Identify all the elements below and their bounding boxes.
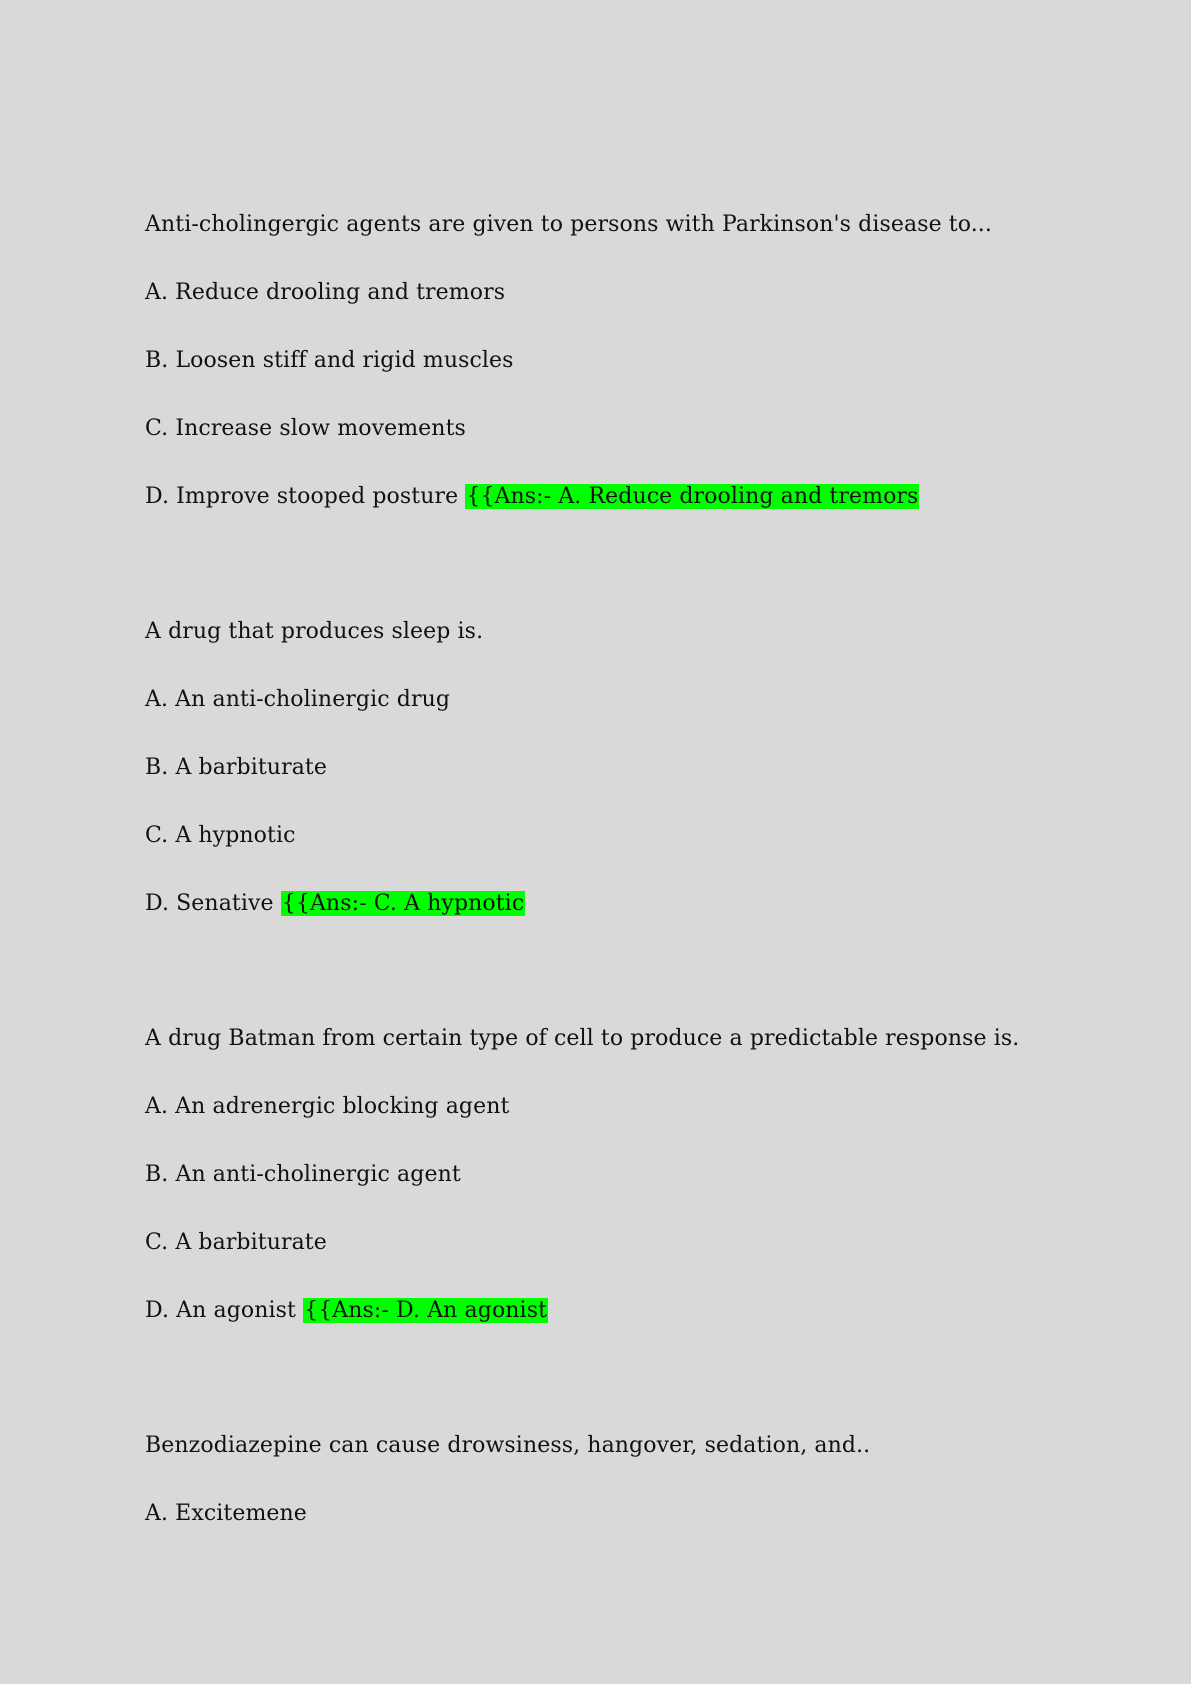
question-1-answer-highlight: {{Ans:- A. Reduce drooling and tremors <box>466 484 919 509</box>
question-1-text: Anti-cholingergic agents are given to persons with Parkinson's disease to... <box>145 212 992 237</box>
question-2-text: A drug that produces sleep is. <box>145 619 484 644</box>
question-2-option-d: D. Senative <box>145 891 274 916</box>
question-3-option-d: D. An agonist <box>145 1298 296 1323</box>
question-3-text: A drug Batman from certain type of cell to produce a predictable response is. <box>145 1026 1020 1051</box>
question-2-option-b: B. A barbiturate <box>145 755 327 780</box>
question-1-option-d-line <box>145 482 919 512</box>
question-2-option-d-line <box>145 889 525 919</box>
question-3-option-a: A. An adrenergic blocking agent <box>145 1094 510 1119</box>
question-1-option-b: B. Loosen stiff and rigid muscles <box>145 348 514 373</box>
question-4-text: Benzodiazepine can cause drowsiness, hangover, sedation, and.. <box>145 1433 871 1458</box>
question-3-answer-highlight: {{Ans:- D. An agonist <box>304 1298 548 1323</box>
question-1-option-c: C. Increase slow movements <box>145 416 466 441</box>
question-1-option-a: A. Reduce drooling and tremors <box>145 280 506 305</box>
question-4-option-a: A. Excitemene <box>145 1501 307 1526</box>
question-2-option-c: C. A hypnotic <box>145 823 296 848</box>
question-3-option-d-line <box>145 1296 548 1326</box>
question-2-option-a: A. An anti-cholinergic drug <box>145 687 451 712</box>
question-3-option-b: B. An anti-cholinergic agent <box>145 1162 461 1187</box>
question-2-answer-highlight: {{Ans:- C. A hypnotic <box>281 891 525 916</box>
question-1-option-d: D. Improve stooped posture <box>145 484 459 509</box>
question-3-option-c: C. A barbiturate <box>145 1230 327 1255</box>
